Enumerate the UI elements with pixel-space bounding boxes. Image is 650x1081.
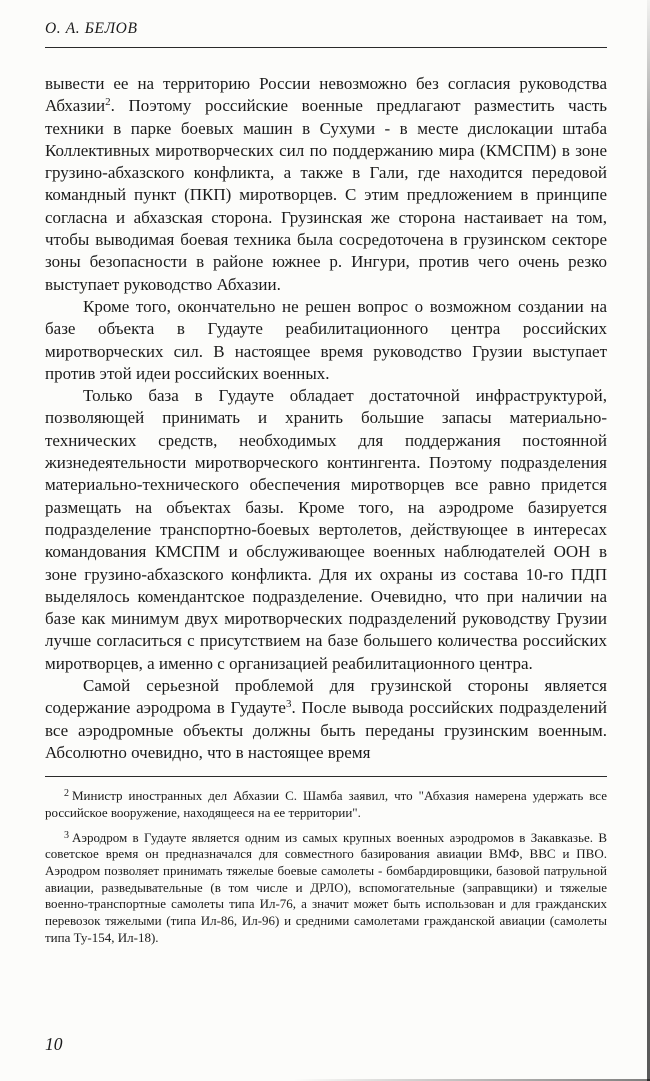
footnote-marker-2: 2: [64, 788, 69, 800]
page-number: 10: [45, 1034, 63, 1054]
paragraph: [45, 675, 607, 764]
paragraph: Только база в Гудауте обладает достаточной инфраструктурой, позволяющей принимать и хранить большие запасы материально-технических средств, необходимых для поддержания постоянной жизнедеятельности миротворческого контингента. Поэтому подразделения материально-технического обеспечения миротворцев все равно придется размещать на объектах базы. Кроме того, на аэродроме базируется подразделение транспортно-боевых вертолетов, действующее в интересах командования КМСПМ и обслуживающее военных наблюдателей ООН в зоне грузино-абхазского конфликта. Для их охраны из состава 10-го ПДП выделялось комендантское подразделение. Очевидно, что при наличии на базе как минимум двух миротворческих подразделений руководству Грузии лучше согласиться с присутствием на базе большего количества российских миротворцев, а именно с организацией реабилитационного центра.: [45, 386, 607, 673]
footnote-text: Аэродром в Гудауте является одним из самых крупных военных аэродромов в Закавказье. В советское время он предназначался для совместного базирования авиации ВМФ, ВВС и ПВО. Аэродром позволяет принимать тяжелые боевые самолеты - бомбардировщики, базовой патрульной авиации, разведывательные (в том числе и ДРЛО), вспомогательные (заправщики) и тяжелые военно-транспортные самолеты типа Ил-76, а значит может быть использован и для гражданских перевозок тяжелыми (типа Ил-86, Ил-96) и средними самолетами гражданской авиации (самолеты типа Ту-154, Ил-18).: [45, 829, 607, 945]
running-header: [45, 18, 607, 38]
footnotes-section: [45, 788, 607, 946]
paragraph-text: . После вывода российских подразделений все аэродромные объекты должны быть переданы грузинским военным. Абсолютно очевидно, что в настоящее время: [45, 698, 607, 762]
body-text: [45, 73, 607, 764]
paragraph-text: Самой серьезной проблемой для грузинской стороны является содержание аэродрома в Гудауте: [45, 676, 607, 718]
footnote-ref-3: 3: [285, 698, 292, 711]
footnote-ref-2: 2: [105, 96, 111, 109]
footnote: [45, 830, 607, 947]
paragraph: Кроме того, окончательно не решен вопрос о возможном создании на базе объекта в Гудауте реабилитационного центра российских миротворческих сил. В настоящее время руководство Грузии выступает против этой идеи российских военных.: [45, 296, 607, 383]
paragraph: [45, 73, 607, 296]
paragraph-text: . Поэтому российские военные предлагают разместить часть техники в парке боевых машин в Сухуми - в месте дислокации штаба Коллективных миротворческих сил по поддержанию мира (КМСПМ) в зоне грузино-абхазского конфликта, а также в Гали, где находится передовой командный пункт (ПКП) миротворцев. С этим предложением в принципе согласна и абхазская сторона. Грузинская же сторона настаивает на том, чтобы выводимая боевая техника была сосредоточена в грузинском секторе зоны безопасности в районе южнее р. Ингури, против чего очень резко выступает руководство Абхазии.: [45, 96, 607, 294]
footnote-rule: [45, 776, 607, 777]
footnote-text: Министр иностранных дел Абхазии С. Шамба заявил, что "Абхазия намерена удержать все российское вооружение, находящееся на ее территории".: [45, 788, 607, 820]
paragraph-text: вывести ее на территорию России невозможно без согласия руководства Абхазии: [45, 74, 607, 116]
header-rule: [45, 47, 607, 48]
footnote: [45, 788, 607, 821]
footnote-marker-3: 3: [64, 829, 69, 841]
author-name: О. А. БЕЛОВ: [45, 20, 138, 37]
